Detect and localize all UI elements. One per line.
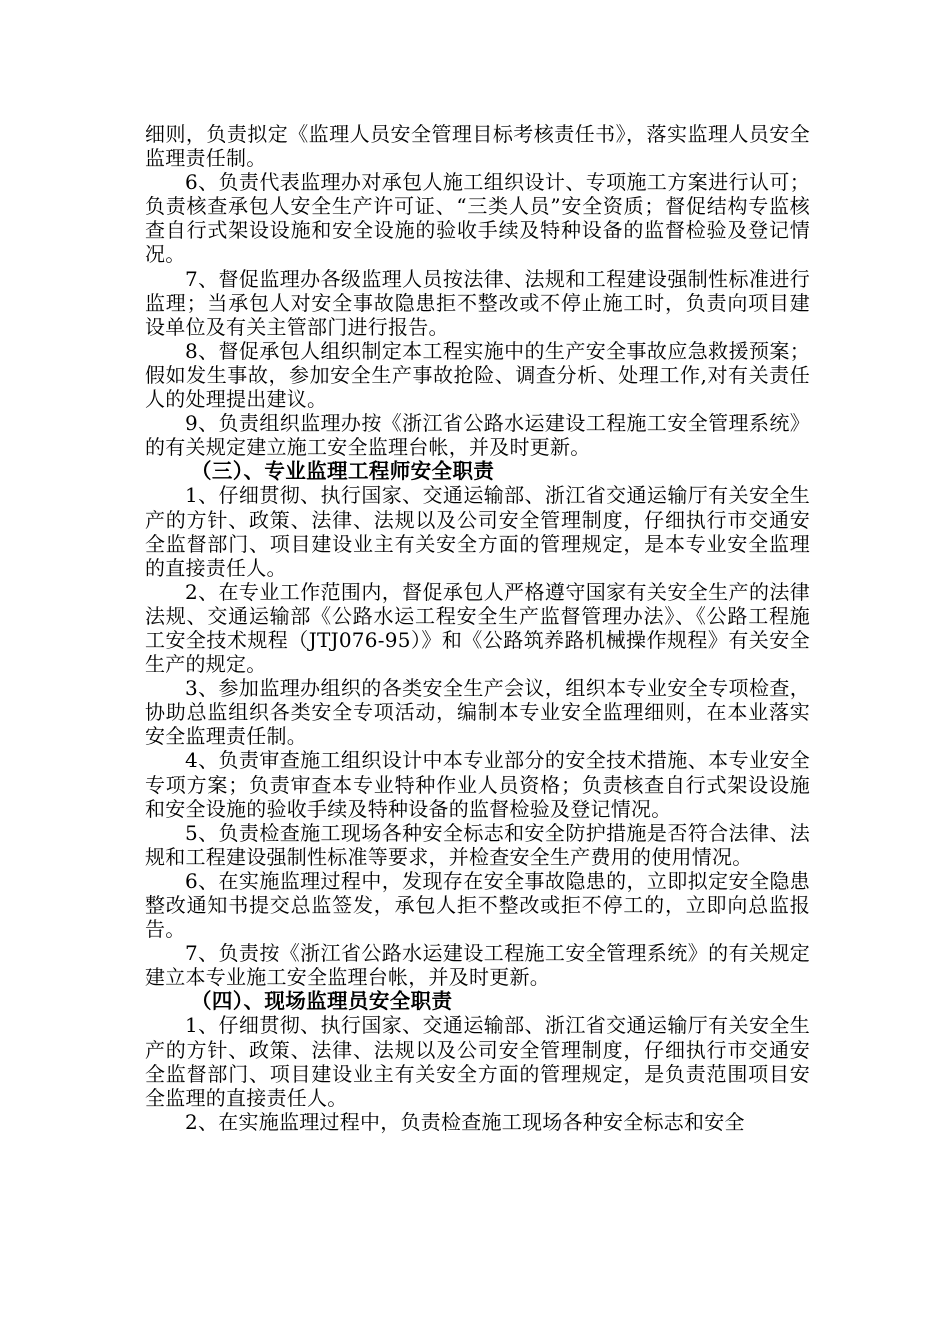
paragraph-item-6: 6、负责代表监理办对承包人施工组织设计、专项施工方案进行认可；负责核查承包人安全生产许可证、“三类人员”安全资质；督促结构专监核查自行式架设设施和安全设施的验收手续及特种设备的监督检验及登记情况。: [145, 170, 810, 267]
paragraph-s4-item-1: 1、仔细贯彻、执行国家、交通运输部、浙江省交通运输厅有关安全生产的方针、政策、法律、法规以及公司安全管理制度，仔细执行市交通安全监督部门、项目建设业主有关安全方面的管理规定，是负责范围项目安全监理的直接责任人。: [145, 1013, 810, 1110]
paragraph-s3-item-5: 5、负责检查施工现场各种安全标志和安全防护措施是否符合法律、法规和工程建设强制性标准等要求，并检查安全生产费用的使用情况。: [145, 820, 810, 869]
paragraph-s3-item-7: 7、负责按《浙江省公路水运建设工程施工安全管理系统》的有关规定建立本专业施工安全监理台帐，并及时更新。: [145, 941, 810, 990]
paragraph-s3-item-4: 4、负责审查施工组织设计中本专业部分的安全技术措施、本专业安全专项方案；负责审查本专业特种作业人员资格；负责核查自行式架设设施和安全设施的验收手续及特种设备的监督检验及登记情况。: [145, 748, 810, 821]
paragraph-s3-item-6: 6、在实施监理过程中，发现存在安全事故隐患的，立即拟定安全隐患整改通知书提交总监签发，承包人拒不整改或拒不停工的，立即向总监报告。: [145, 868, 810, 942]
paragraph-item-9: 9、负责组织监理办按《浙江省公路水运建设工程施工安全管理系统》的有关规定建立施工安全监理台帐，并及时更新。: [145, 411, 810, 460]
section-heading-3: （三）、专业监理工程师安全职责: [191, 459, 495, 484]
document-page: [145, 122, 810, 1134]
section-heading-4: （四）、现场监理员安全职责: [191, 989, 453, 1014]
paragraph-s4-item-2: 2、在实施监理过程中，负责检查施工现场各种安全标志和安全: [185, 1109, 745, 1134]
paragraph-item-8: 8、督促承包人组织制定本工程实施中的生产安全事故应急救援预案；假如发生事故，参加安全生产事故抢险、调查分析、处理工作,对有关责任人的处理提出建议。: [145, 338, 810, 412]
paragraph-item-7: 7、督促监理办各级监理人员按法律、法规和工程建设强制性标准进行监理；当承包人对安全事故隐患拒不整改或不停止施工时，负责向项目建设单位及有关主管部门进行报告。: [145, 266, 810, 339]
paragraph-s3-item-1: 1、仔细贯彻、执行国家、交通运输部、浙江省交通运输厅有关安全生产的方针、政策、法律、法规以及公司安全管理制度，仔细执行市交通安全监督部门、项目建设业主有关安全方面的管理规定，是本专业安全监理的直接责任人。: [145, 483, 810, 580]
paragraph-s3-item-3: 3、参加监理办组织的各类安全生产会议，组织本专业安全专项检查，协助总监组织各类安全专项活动，编制本专业安全监理细则，在本业落实安全监理责任制。: [145, 676, 810, 749]
paragraph-s3-item-2: 2、在专业工作范围内，督促承包人严格遵守国家有关安全生产的法律法规、交通运输部《公路水运工程安全生产监督管理办法》、《公路工程施工安全技术规程（JTJ076-95）》和《公路筑养路机械操作规程》有关安全生产的规定。: [145, 579, 810, 677]
paragraph-continued: 细则，负责拟定《监理人员安全管理目标考核责任书》，落实监理人员安全监理责任制。: [145, 122, 810, 171]
